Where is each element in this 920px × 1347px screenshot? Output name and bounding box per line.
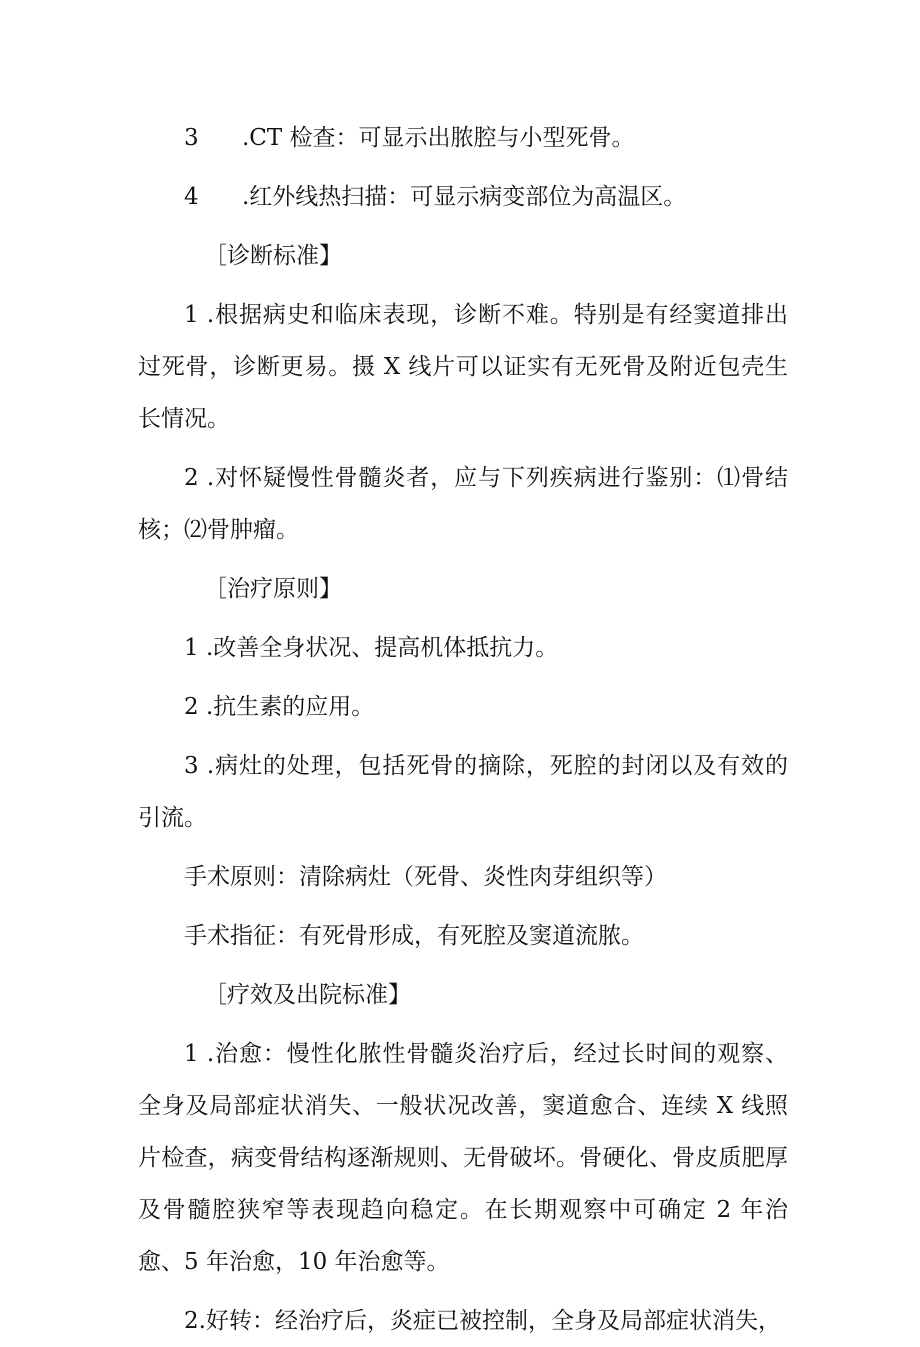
surgery-indication: 手术指征：有死骨形成，有死腔及窦道流脓。 — [184, 923, 644, 949]
diagnosis-heading: ［诊断标准】 — [204, 243, 342, 269]
list-item-4 — [138, 171, 788, 223]
outcome-paragraph-improved: 2.好转：经治疗后，炎症已被控制，全身及局部症状消失， — [184, 1308, 781, 1334]
treatment-paragraph-3: 3 .病灶的处理，包括死骨的摘除，死腔的封闭以及有效的引流。 — [138, 753, 788, 831]
item-text: .CT 检查：可显示出脓腔与小型死骨。 — [242, 125, 635, 151]
item-number: 4 — [184, 184, 199, 210]
surgery-principle: 手术原则：清除病灶（死骨、炎性肉芽组织等） — [184, 864, 667, 890]
list-item-3 — [138, 112, 788, 164]
outcome-paragraph-cured: 1 .治愈：慢性化脓性骨髓炎治疗后，经过长时间的观察、全身及局部症状消失、一般状况改善，窦道愈合、连续 X 线照片检查，病变骨结构逐渐规则、无骨破坏。骨硬化、骨皮质肥厚及骨髓腔狭窄等表现趋向稳定。在长期观察中可确定 2 年治愈、5 年治愈，10 年治愈等。 — [138, 1041, 788, 1275]
treatment-paragraph-1: 1 .改善全身状况、提高机体抵抗力。 — [184, 635, 559, 661]
treatment-heading: ［治疗原则】 — [204, 576, 342, 602]
outcome-heading: ［疗效及出院标准】 — [204, 982, 411, 1008]
item-number: 3 — [184, 125, 199, 151]
diagnosis-paragraph-2: 2 .对怀疑慢性骨髓炎者，应与下列疾病进行鉴别：⑴骨结核；⑵骨肿瘤。 — [138, 465, 788, 543]
treatment-paragraph-2: 2 .抗生素的应用。 — [184, 694, 375, 720]
item-text: .红外线热扫描：可显示病变部位为高温区。 — [242, 184, 687, 210]
diagnosis-paragraph-1: 1 .根据病史和临床表现，诊断不难。特别是有经窦道排出过死骨，诊断更易。摄 X 线片可以证实有无死骨及附近包壳生长情况。 — [138, 302, 788, 432]
